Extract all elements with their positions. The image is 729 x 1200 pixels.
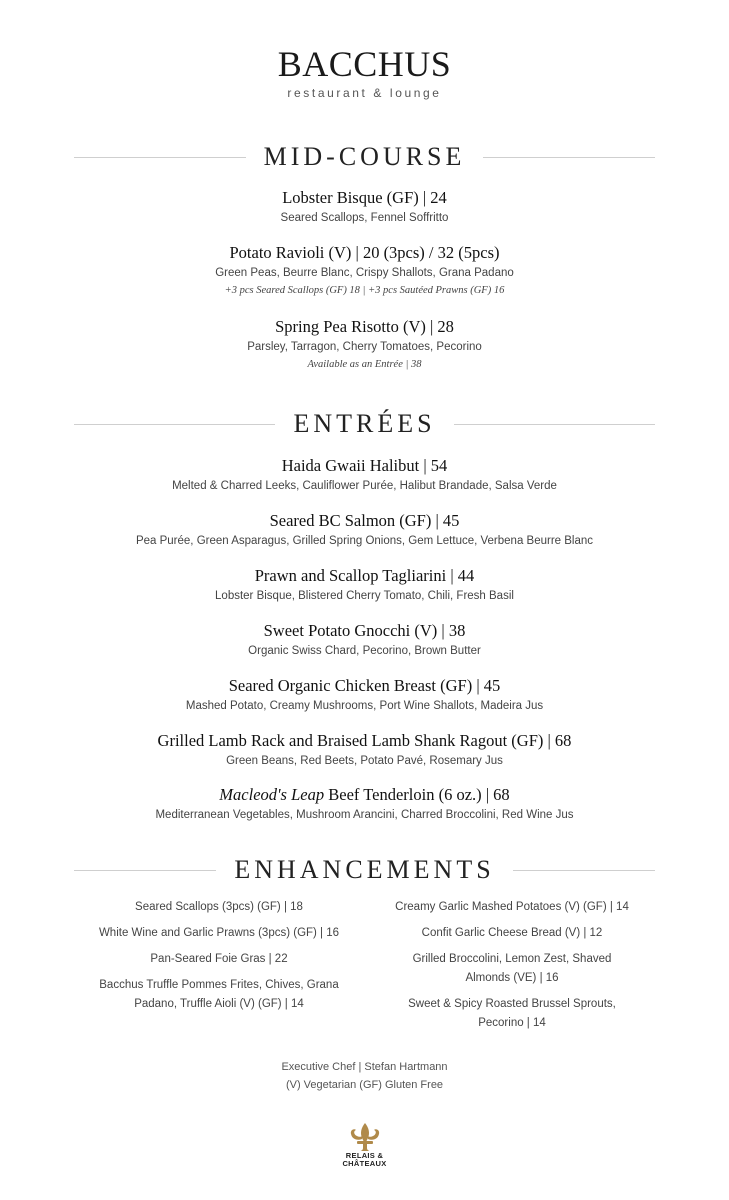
item-name: Seared Organic Chicken Breast (GF) | 45 — [228, 676, 501, 695]
divider — [74, 157, 246, 158]
item-name: Lobster Bisque (GF) | 24 — [282, 188, 447, 207]
item-name-rest: Beef Tenderloin (6 oz.) | 68 — [324, 785, 510, 804]
enhancement-item: Bacchus Truffle Pommes Frites, Chives, Grana Padano, Truffle Aioli (V) (GF) | 14 — [99, 979, 339, 1010]
item-description: Green Peas, Beurre Blanc, Crispy Shallots, Grana Padano — [215, 267, 514, 279]
divider — [513, 870, 655, 871]
divider — [74, 870, 216, 871]
menu-item — [0, 455, 729, 495]
enhancement-item: Creamy Garlic Mashed Potatoes (V) (GF) | 14 — [395, 901, 629, 913]
item-description: Seared Scallops, Fennel Soffritto — [280, 212, 449, 224]
section-header-entrees — [74, 409, 655, 439]
logo-line-2: CHÂTEAUX — [342, 1159, 387, 1168]
restaurant-subtitle: restaurant & lounge — [287, 86, 442, 100]
item-description: Mashed Potato, Creamy Mushrooms, Port Wine Shallots, Madeira Jus — [185, 700, 544, 712]
item-note: +3 pcs Seared Scallops (GF) 18 | +3 pcs Sautéed Prawns (GF) 16 — [224, 285, 505, 296]
item-name: Haida Gwaii Halibut | 54 — [281, 456, 448, 475]
enhancement-item: Sweet & Spicy Roasted Brussel Sprouts, Pecorino | 14 — [408, 998, 616, 1029]
menu-item — [0, 510, 729, 550]
divider — [74, 424, 275, 425]
menu-item — [0, 242, 729, 299]
enhancement-item: Grilled Broccolini, Lemon Zest, Shaved Almonds (VE) | 16 — [412, 953, 612, 984]
section-header-enhancements — [74, 855, 655, 885]
section-title: ENHANCEMENTS — [234, 855, 495, 884]
relais-chateaux-logo — [0, 1122, 729, 1168]
item-name: Seared BC Salmon (GF) | 45 — [269, 511, 460, 530]
enhancement-item: Seared Scallops (3pcs) (GF) | 18 — [135, 901, 303, 913]
menu-item — [0, 316, 729, 373]
menu-footer — [0, 1058, 729, 1094]
menu-item — [0, 620, 729, 660]
executive-chef: Executive Chef | Stefan Hartmann — [281, 1061, 448, 1073]
item-name: Spring Pea Risotto (V) | 28 — [275, 317, 454, 336]
menu-item — [0, 187, 729, 227]
enhancement-item: Confit Garlic Cheese Bread (V) | 12 — [421, 927, 603, 939]
enhancements-left-column — [74, 898, 364, 1021]
item-description: Lobster Bisque, Blistered Cherry Tomato, Chili, Fresh Basil — [215, 590, 514, 602]
logo-line-1: RELAIS & — [345, 1151, 384, 1160]
item-name-italic: Macleod's Leap — [219, 785, 325, 804]
item-name: Potato Ravioli (V) | 20 (3pcs) / 32 (5pcs) — [229, 243, 500, 262]
item-description: Organic Swiss Chard, Pecorino, Brown Butter — [248, 645, 481, 657]
divider — [454, 424, 655, 425]
section-title: MID-COURSE — [263, 142, 466, 171]
menu-item — [0, 784, 729, 824]
item-note: Available as an Entrée | 38 — [307, 359, 422, 370]
item-description: Mediterranean Vegetables, Mushroom Arancini, Charred Broccolini, Red Wine Jus — [155, 809, 574, 821]
menu-item — [0, 565, 729, 605]
item-name: Grilled Lamb Rack and Braised Lamb Shank Ragout (GF) | 68 — [157, 731, 572, 750]
enhancement-item: Pan-Seared Foie Gras | 22 — [150, 953, 288, 965]
menu-item — [0, 675, 729, 715]
item-description: Melted & Charred Leeks, Cauliflower Purée, Halibut Brandade, Salsa Verde — [172, 480, 557, 492]
brand-header — [0, 44, 729, 100]
item-name: Sweet Potato Gnocchi (V) | 38 — [263, 621, 466, 640]
restaurant-name: BACCHUS — [277, 44, 452, 84]
item-description: Parsley, Tarragon, Cherry Tomatoes, Pecorino — [247, 341, 482, 353]
dietary-legend: (V) Vegetarian (GF) Gluten Free — [285, 1079, 444, 1091]
section-title: ENTRÉES — [293, 409, 436, 438]
enhancement-item: White Wine and Garlic Prawns (3pcs) (GF) | 16 — [98, 927, 340, 939]
item-name — [0, 784, 729, 806]
item-name: Prawn and Scallop Tagliarini | 44 — [254, 566, 475, 585]
section-header-mid-course — [74, 142, 655, 172]
menu-item — [0, 730, 729, 770]
enhancements-right-column — [372, 898, 652, 1040]
divider — [483, 157, 655, 158]
fleur-de-lis-icon — [348, 1122, 382, 1152]
item-description: Pea Purée, Green Asparagus, Grilled Spring Onions, Gem Lettuce, Verbena Beurre Blanc — [135, 535, 594, 547]
item-description: Green Beans, Red Beets, Potato Pavé, Rosemary Jus — [226, 755, 503, 767]
